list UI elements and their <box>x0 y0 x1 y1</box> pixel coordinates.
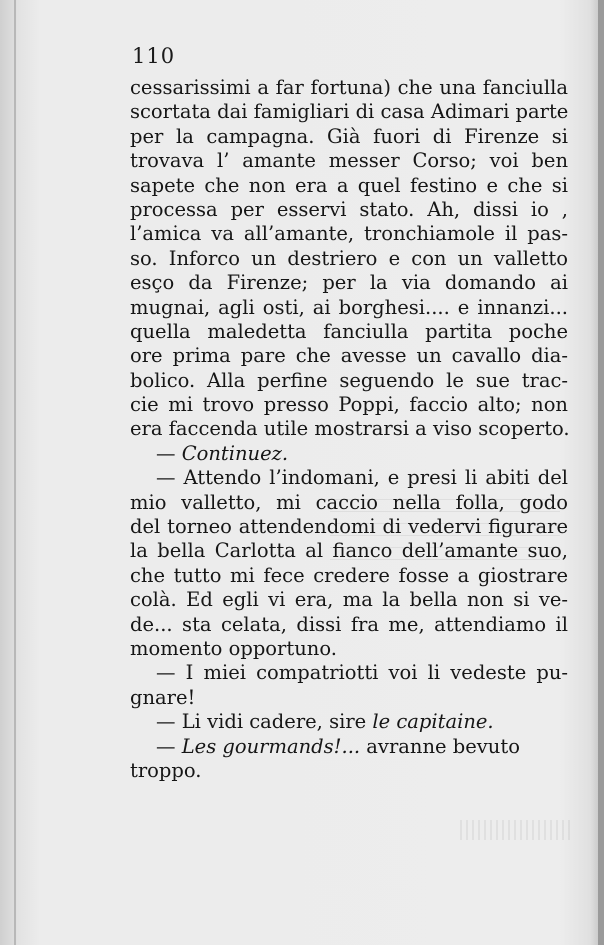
text-line: per la campagna. Già fuori di Firenze si <box>130 124 568 148</box>
text-line: so. Inforco un destriero e con un valletto <box>130 246 568 270</box>
text-line: scortata dai famigliari di casa Adimari parte <box>130 100 569 124</box>
text-line: de... sta celata, dissi fra me, attendiamo il <box>130 612 568 636</box>
show-through-texture-2 <box>460 820 570 840</box>
text-line: l’amica va all’amante, tronchiamole il pas- <box>130 222 568 246</box>
text-line: colà. Ed egli vi era, ma la bella non si ve- <box>130 588 568 612</box>
text-line: quella maledetta fanciulla partita poche <box>130 319 568 343</box>
continuez-text: Continuez. <box>181 441 289 465</box>
text-line: sapete che non era a quel festino e che si <box>130 173 568 197</box>
text-line: mugnai, agli osti, ai borghesi.... e innanzi... <box>130 295 568 319</box>
text-line: mio valletto, mi caccio nella folla, godo <box>130 490 568 514</box>
em-dash: — <box>156 734 182 758</box>
continuez-line <box>130 442 568 466</box>
text-line: momento opportuno. <box>130 636 337 660</box>
text-line: — Attendo l’indomani, e presi li abiti del <box>156 466 568 490</box>
capitaine-line <box>130 710 568 734</box>
text-line: la bella Carlotta al fianco dell’amante suo, <box>130 539 568 563</box>
text-line: — I miei compatriotti voi li vedeste pu- <box>156 661 568 685</box>
capitaine-italic: le capitaine. <box>372 710 494 734</box>
gourmands-line <box>130 735 568 759</box>
text-line: era faccenda utile mostrarsi a viso scoperto. <box>130 417 570 441</box>
text-line: ore prima pare che avesse un cavallo dia- <box>130 344 568 368</box>
gourmands-suffix: avranne bevuto <box>360 734 520 758</box>
page-left-edge <box>14 0 16 945</box>
text-line: trovava l’ amante messer Corso; voi ben <box>130 149 568 173</box>
text-line: bolico. Alla perfine seguendo le sue trac- <box>130 368 568 392</box>
text-line: cessarissimi a far fortuna) che una fanciulla <box>130 76 568 99</box>
capitaine-prefix: — Li vidi cadere, sire <box>156 710 373 734</box>
page-right-edge <box>598 0 604 945</box>
page-number: 110 <box>132 44 176 68</box>
gourmands-italic: Les gourmands!... <box>181 734 361 758</box>
text-line: cie mi trovo presso Poppi, faccio alto; non <box>130 393 568 417</box>
text-line: del torneo attendendomi di vedervi figurare <box>130 515 568 539</box>
text-line: processa per esservi stato. Ah, dissi io , <box>130 197 568 221</box>
text-line: che tutto mi fece credere fosse a giostrare <box>130 563 568 587</box>
text-line: troppo. <box>130 758 202 782</box>
text-line: esço da Firenze; per la via domando ai <box>130 271 568 295</box>
text-line: gnare! <box>130 685 196 709</box>
em-dash: — <box>156 441 182 465</box>
page-text <box>130 76 568 783</box>
